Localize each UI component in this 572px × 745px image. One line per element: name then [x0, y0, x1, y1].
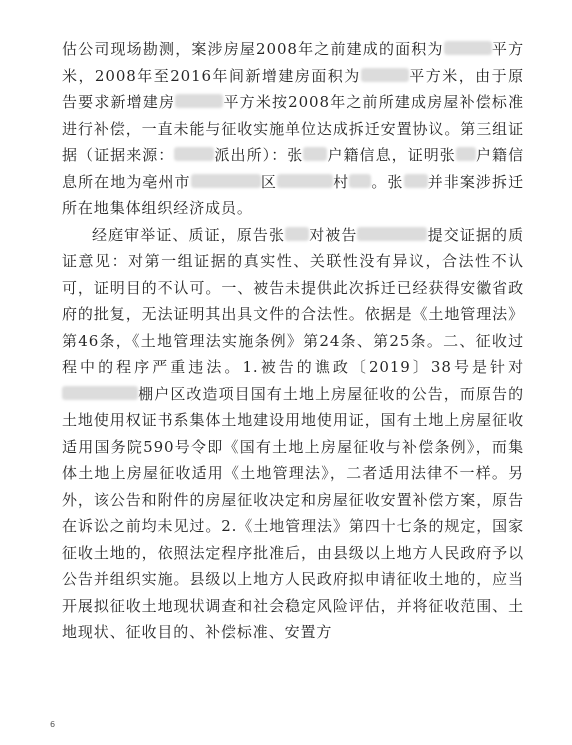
paragraph-text: 经庭审举证、质证，原告张 [92, 225, 286, 244]
paragraph-text: 区 [260, 172, 277, 191]
body-paragraph [62, 222, 524, 646]
redaction-mark [361, 68, 409, 82]
redaction-mark [277, 174, 333, 188]
paragraph-text: 对被告 [309, 225, 358, 244]
redaction-mark [349, 174, 371, 188]
body-paragraph [62, 36, 524, 222]
redaction-mark [456, 147, 476, 161]
paragraph-text: 提交证据的质证意见：对第一组证据的真实性、关联性没有异议，合法性不认可，证明目的不认可。一、被告未提供此次拆迁已经获得安徽省政府的批复，无法证明其出具文件的合法性。依据是《土地管理法》第46条，《土地管理法实施条例》第24条、第25条。二、征收过程中的程序严重违法。1.被告的谯政〔2019〕38号是针对 [62, 225, 524, 376]
paragraph-text: 平方米按2008年之前所建成房屋补偿标准进行补偿，一直未能与征收实施单位达成拆迁安置协议。第三组证据（证据来源： [62, 93, 524, 164]
paragraph-text: 估公司现场勘测，案涉房屋2008年之前建成的面积为 [62, 40, 444, 58]
redaction-mark [444, 41, 492, 55]
redaction-mark [191, 174, 261, 188]
redaction-mark [285, 227, 309, 241]
paragraph-text: 平方米，2008年至2016年间新增建房面积为 [62, 40, 524, 85]
document-body [62, 36, 524, 646]
paragraph-text: 户籍信息，证明张 [327, 146, 456, 164]
paragraph-text: 并非案涉拆迁所在地集体组织经济成员。 [62, 172, 524, 217]
redaction-mark [404, 174, 428, 188]
page-number: 6 [50, 720, 56, 729]
redaction-mark [174, 147, 214, 161]
redaction-mark [175, 94, 223, 108]
paragraph-text: 。张 [371, 172, 404, 191]
redaction-mark [303, 147, 327, 161]
redaction-mark [62, 386, 138, 400]
paragraph-text: 派出所）：张 [214, 146, 304, 164]
paragraph-text: 户籍信息所在地为亳州市 [62, 146, 525, 191]
paragraph-text: 棚户区改造项目国有土地上房屋征收的公告，而原告的土地使用权证书系集体土地建设用地使用证，国有土地上房屋征收适用国务院590号令即《国有土地上房屋征收与补偿条例》，而集体土地上房屋征收适用《土地管理法》，二者适用法律不一样。另外，该公告和附件的房屋征收决定和房屋征收安置补偿方案，原告在诉讼之前均未见过。2.《土地管理法》第四十七条的规定，国家征收土地的，依照法定程序批准后，由县级以上地方人民政府予以公告并组织实施。县级以上地方人民政府拟申请征收土地的，应当开展拟征收土地现状调查和社会稳定风险评估，并将征收范围、土地现状、征收目的、补偿标准、安置方 [62, 384, 524, 641]
redaction-mark [357, 227, 427, 241]
paragraph-text: 村 [332, 172, 350, 191]
paragraph-text: 平方米，由于原告要求新增建房 [62, 66, 524, 111]
